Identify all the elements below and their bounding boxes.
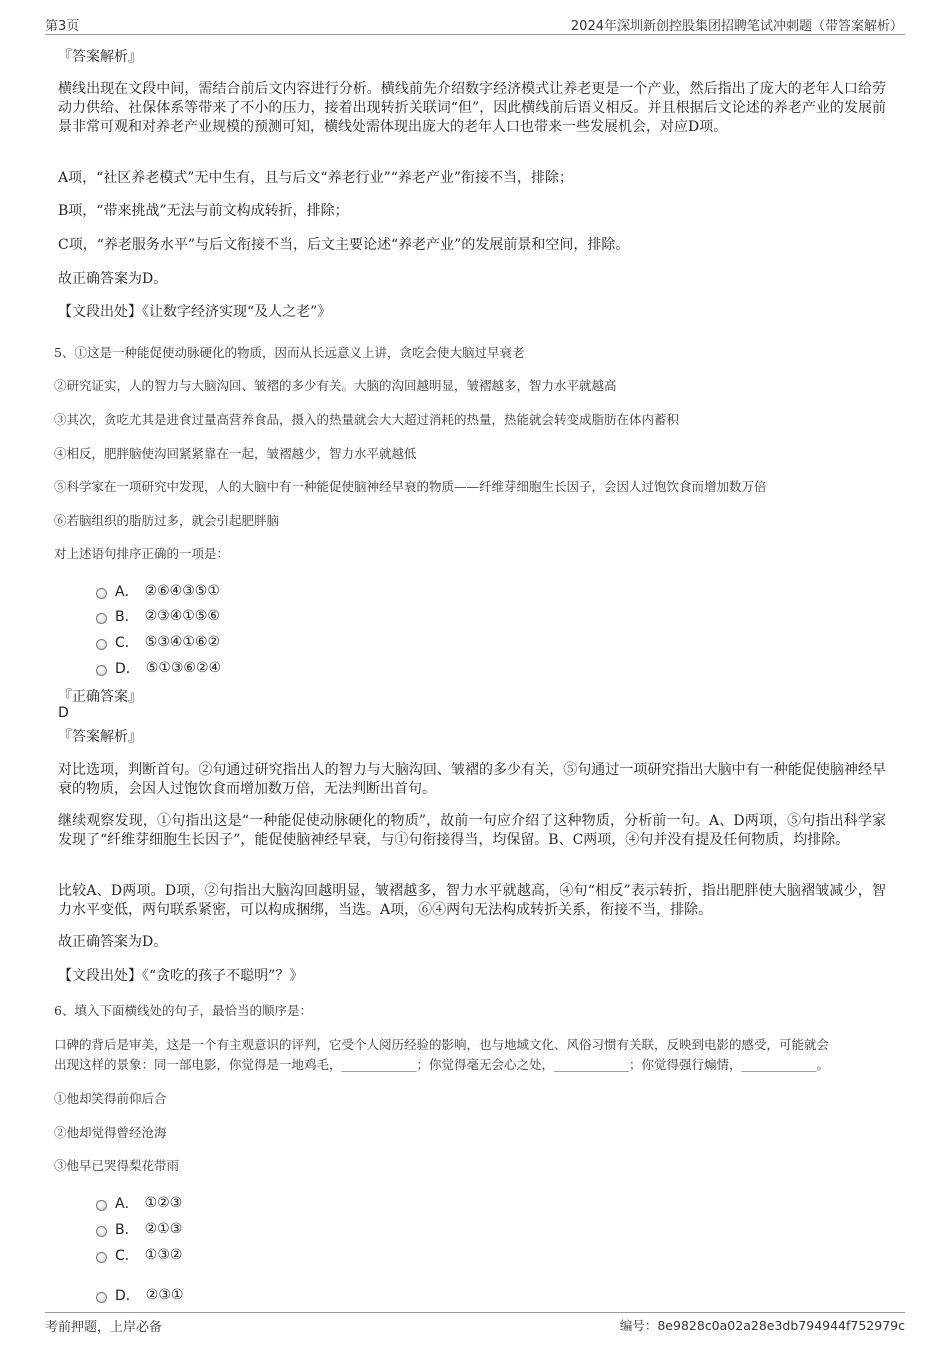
q5-answer: D [58, 705, 69, 721]
q5-answer-label: 『正确答案』 [58, 689, 142, 705]
q5-stem: 5、①这是一种能促使动脉硬化的物质，因而从长远意义上讲，贪吃会使大脑过早衰老 [54, 345, 525, 360]
q5-option-a[interactable]: A． ②⑥④③⑤① [96, 581, 220, 601]
q5-sentence-6: ⑥若脑组织的脂肪过多，就会引起肥胖脑 [54, 513, 280, 528]
q5-analysis-label: 『答案解析』 [58, 729, 142, 745]
radio-icon[interactable] [96, 1200, 107, 1211]
q5-sentence-5: ⑤科学家在一项研究中发现，人的大脑中有一种能促使脑神经早衰的物质——纤维芽细胞生长因子，会因人过饱饮食而增加数万倍 [54, 479, 767, 494]
q5-sentence-2: ②研究证实，人的智力与大脑沟回、皱褶的多少有关。大脑的沟回越明显，皱褶越多，智力水平就越高 [54, 378, 617, 393]
q5-source: 【文段出处】《“贪吃的孩子不聪明”？》 [58, 968, 304, 984]
q4-item-a: A项，“社区养老模式”无中生有，且与后文“养老行业”“养老产业”衔接不当，排除； [58, 170, 574, 186]
q5-question: 对上述语句排序正确的一项是： [54, 546, 230, 561]
q6-sentence-2: ②他却觉得曾经沧海 [54, 1125, 167, 1140]
q4-item-b: B项，“带来挑战”无法与前文构成转折，排除； [58, 203, 349, 219]
q5-sentence-3: ③其次，贪吃尤其是进食过量高营养食品，摄入的热量就会大大超过消耗的热量，热能就会转变成脂肪在体内蓄积 [54, 412, 680, 427]
q6-option-a[interactable]: A． ①②③ [96, 1193, 182, 1213]
page-header [45, 14, 905, 35]
document-code-value: 8e9828c0a02a28e3db794944f752979c [657, 1318, 905, 1333]
q4-source: 【文段出处】《让数字经济实现“及人之老”》 [58, 304, 332, 320]
q5-option-c[interactable]: C． ⑤③④①⑥② [96, 632, 220, 652]
q5-analysis-p2: 继续观察发现，①句指出这是“一种能促使动脉硬化的物质”，故前一句应介绍了这种物质，分析前一句。A、D两项，⑤句指出科学家发现了“纤维芽细胞生长因子”，能促使脑神经早衰，与①句衔接得当，均保留。B、C两项，④句并没有提及任何物质，均排除。 [58, 813, 886, 848]
document-code-label: 编号： [619, 1318, 658, 1333]
q4-conclusion: 故正确答案为D。 [58, 271, 168, 287]
radio-icon[interactable] [96, 1252, 107, 1263]
q4-analysis-label: 『答案解析』 [58, 49, 142, 65]
q5-option-d[interactable]: D． ⑤①③⑥②④ [96, 658, 221, 678]
radio-icon[interactable] [96, 1226, 107, 1237]
q6-passage-line-2: 出现这样的景象：同一部电影，你觉得是一地鸡毛，____________；你觉得毫无会心之处，____________；你觉得强行煽情，____________。 [54, 1057, 830, 1072]
q5-conclusion: 故正确答案为D。 [58, 934, 168, 950]
q6-passage-line-1: 口碑的背后是审美，这是一个有主观意识的评判，它受个人阅历经验的影响，也与地域文化、风俗习惯有关联，反映到电影的感受，可能就会 [54, 1037, 830, 1052]
document-title: 2024年深圳新创控股集团招聘笔试冲刺题（带答案解析） [570, 19, 903, 34]
q6-option-b[interactable]: B． ②①③ [96, 1219, 182, 1239]
radio-icon[interactable] [96, 613, 107, 624]
radio-icon[interactable] [96, 588, 107, 599]
q5-sentence-4: ④相反，肥胖脑使沟回紧紧靠在一起，皱褶越少，智力水平就越低 [54, 446, 417, 461]
document-code [620, 1316, 905, 1334]
q6-option-c[interactable]: C． ①③② [96, 1245, 182, 1265]
radio-icon[interactable] [96, 1292, 107, 1303]
q6-sentence-3: ③他早已哭得梨花带雨 [54, 1158, 180, 1173]
q4-analysis-paragraph: 横线出现在文段中间，需结合前后文内容进行分析。横线前先介绍数字经济模式让养老更是一个产业，然后指出了庞大的老年人口给劳动力供给、社保体系等带来了不小的压力，接着出现转折关联词“但”，因此横线前后语义相反。并且根据后文论述的养老产业的发展前景非常可观和对养老产业规模的预测可知，横线处需体现出庞大的老年人口也带来一些发展机会，对应D项。 [58, 81, 886, 135]
footer-slogan: 考前押题，上岸必备 [45, 1320, 163, 1335]
page-footer [45, 1312, 905, 1335]
q5-option-b[interactable]: B． ②③④①⑤⑥ [96, 606, 220, 626]
q6-option-d[interactable]: D． ②③① [96, 1285, 183, 1305]
radio-icon[interactable] [96, 639, 107, 650]
q6-stem: 6、填入下面横线处的句子，最恰当的顺序是： [54, 1003, 312, 1018]
radio-icon[interactable] [96, 665, 107, 676]
q5-analysis-p3: 比较A、D两项。D项，②句指出大脑沟回越明显，皱褶越多，智力水平就越高，④句“相反”表示转折，指出肥胖使大脑褶皱减少，智力水平变低，两句联系紧密，可以构成捆绑，当选。A项，⑥④两句无法构成转折关系，衔接不当，排除。 [58, 883, 886, 918]
q6-sentence-1: ①他却笑得前仰后合 [54, 1091, 167, 1106]
q5-analysis-p1: 对比选项，判断首句。②句通过研究指出人的智力与大脑沟回、皱褶的多少有关，⑤句通过一项研究指出大脑中有一种能促使脑神经早衰的物质，会因人过饱饮食而增加数万倍，无法判断出首句。 [58, 762, 886, 797]
page-number: 第3页 [45, 19, 80, 34]
q4-item-c: C项，“养老服务水平”与后文衔接不当，后文主要论述“养老产业”的发展前景和空间，排除。 [58, 237, 630, 253]
